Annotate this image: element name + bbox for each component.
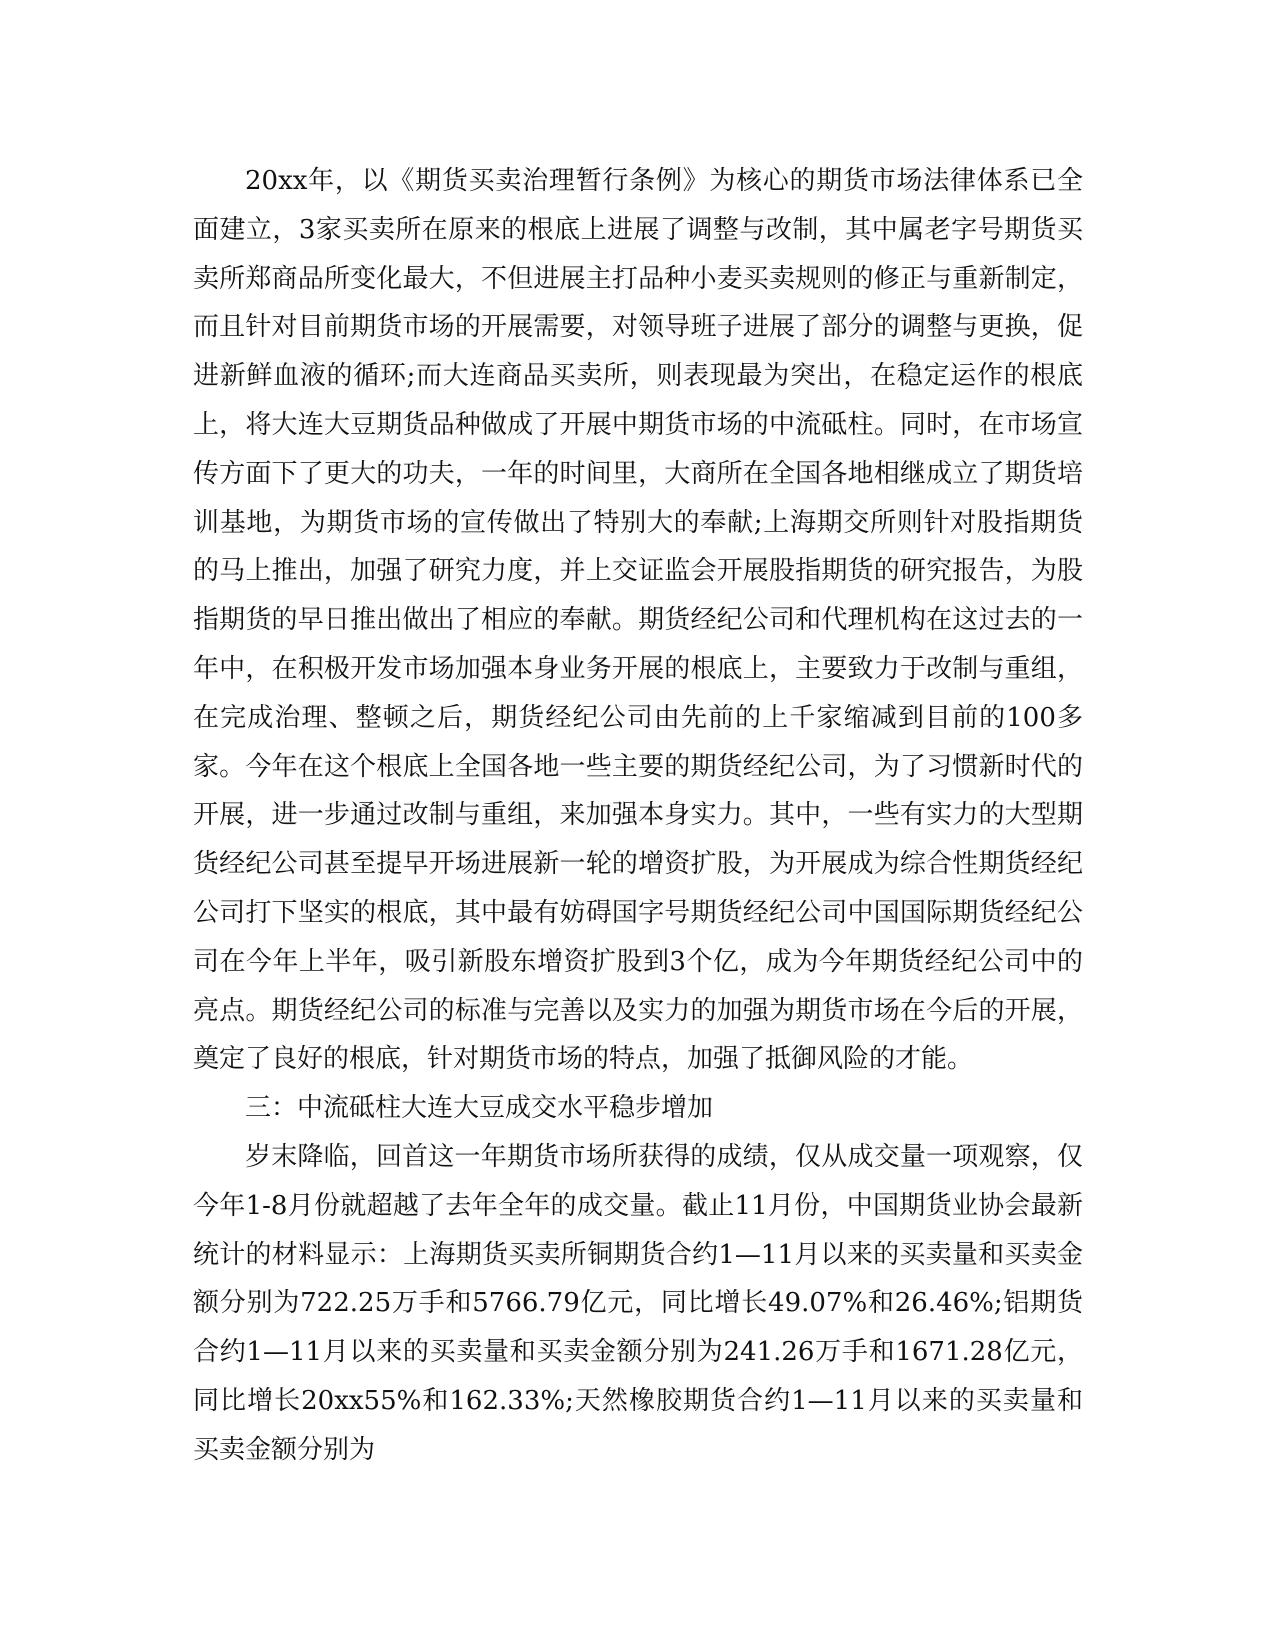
body-paragraph: 岁末降临，回首这一年期货市场所获得的成绩，仅从成交量一项观察，仅今年1-8月份就超越了去年全年的成交量。截止11月份，中国期货业协会最新统计的材料显示：上海期货买卖所铜期货合约1—11月以来的买卖量和买卖金额分别为722.25万手和5766.79亿元，同比增长49.07%和26.46%;铝期货合约1—11月以来的买卖量和买卖金额分别为241.26万手和1671.28亿元，同比增长20xx55%和162.33%;天然橡胶期货合约1—11月以来的买卖量和买卖金额分别为: [193, 1141, 1083, 1465]
document-body: [193, 157, 1083, 1475]
section-heading: 三：中流砥柱大连大豆成交水平稳步增加: [245, 1093, 714, 1124]
body-paragraph: 20xx年，以《期货买卖治理暂行条例》为核心的期货市场法律体系已全面建立，3家买卖所在原来的根底上进展了调整与改制，其中属老字号期货买卖所郑商品所变化最大，不但进展主打品种小麦买卖规则的修正与重新制定，而且针对目前期货市场的开展需要，对领导班子进展了部分的调整与更换，促进新鲜血液的循环;而大连商品买卖所，则表现最为突出，在稳定运作的根底上，将大连大豆期货品种做成了开展中期货市场的中流砥柱。同时，在市场宣传方面下了更大的功夫，一年的时间里，大商所在全国各地相继成立了期货培训基地，为期货市场的宣传做出了特别大的奉献;上海期交所则针对股指期货的马上推出，加强了研究力度，并上交证监会开展股指期货的研究报告，为股指期货的早日推出做出了相应的奉献。期货经纪公司和代理机构在这过去的一年中，在积极开发市场加强本身业务开展的根底上，主要致力于改制与重组，在完成治理、整顿之后，期货经纪公司由先前的上千家缩减到目前的100多家。今年在这个根底上全国各地一些主要的期货经纪公司，为了习惯新时代的开展，进一步通过改制与重组，来加强本身实力。其中，一些有实力的大型期货经纪公司甚至提早开场进展新一轮的增资扩股，为开展成为综合性期货经纪公司打下坚实的根底，其中最有妨碍国字号期货经纪公司中国国际期货经纪公司在今年上半年，吸引新股东增资扩股到3个亿，成为今年期货经纪公司中的亮点。期货经纪公司的标准与完善以及实力的加强为期货市场在今后的开展，奠定了良好的根底，针对期货市场的特点，加强了抵御风险的才能。: [193, 166, 1083, 1075]
